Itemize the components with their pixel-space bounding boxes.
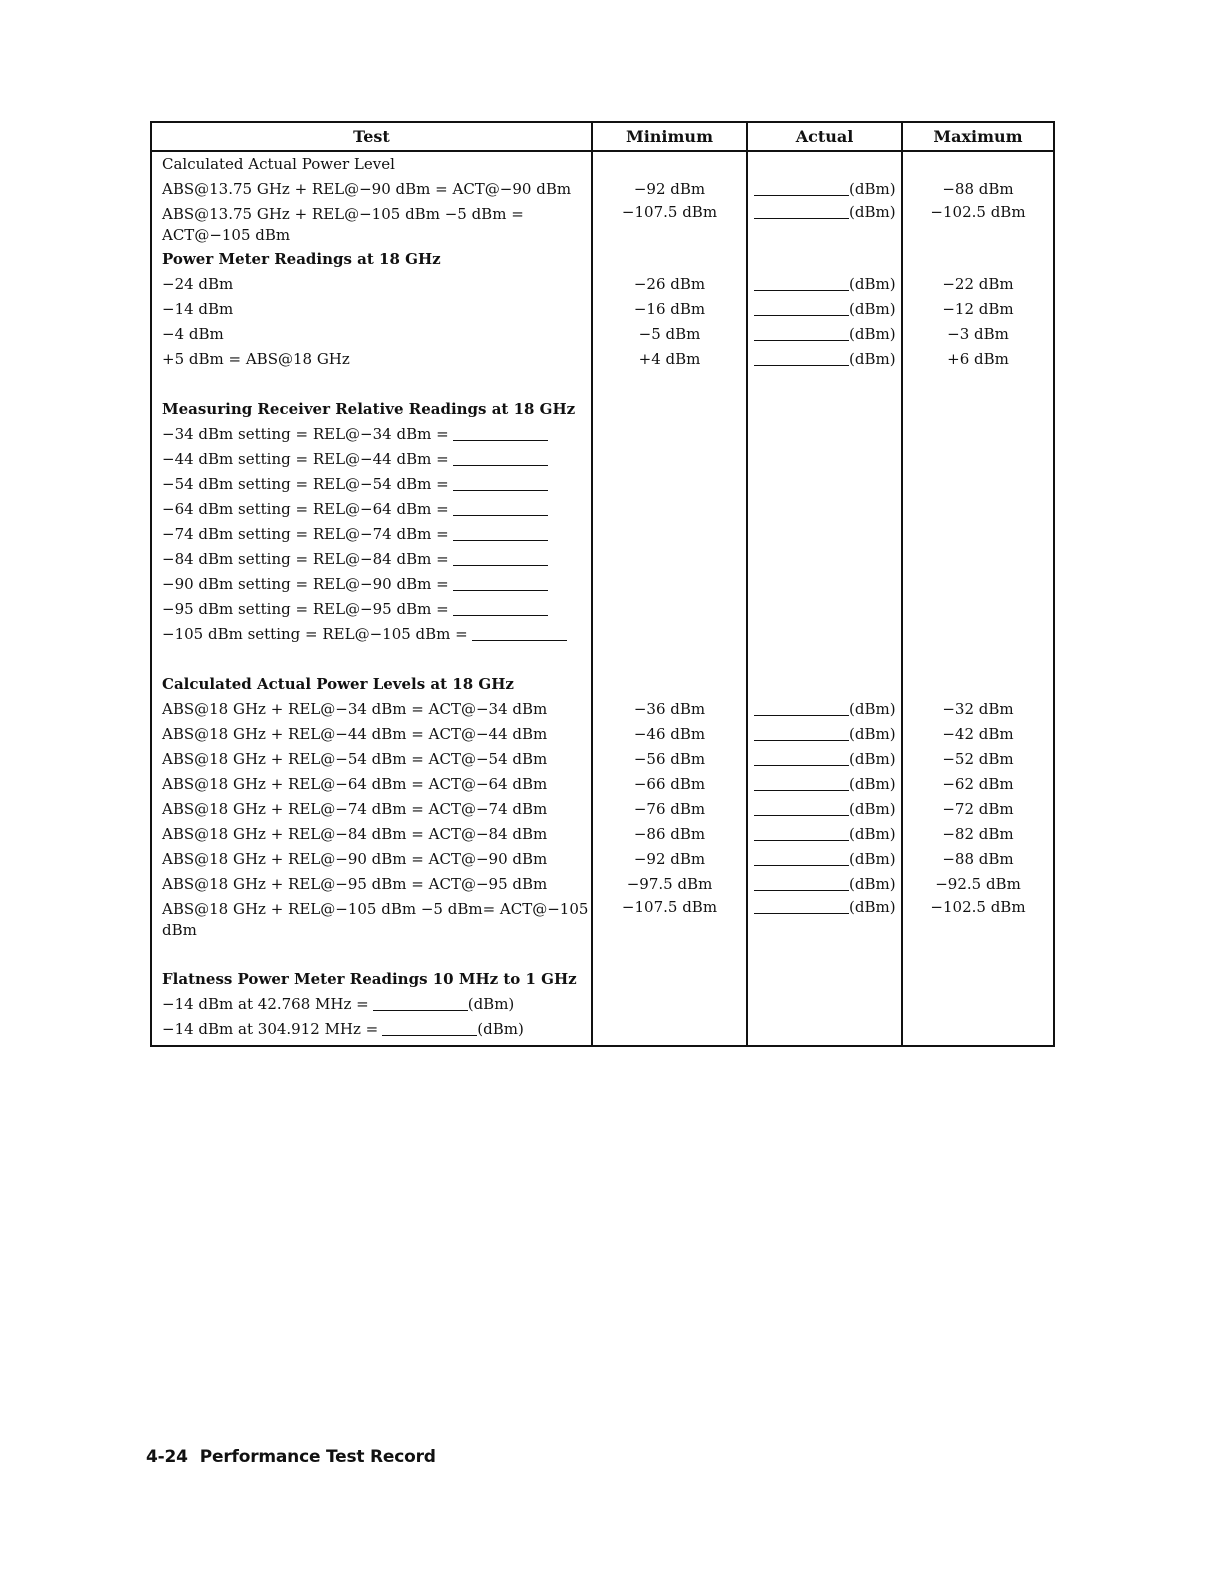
unit-label: (dBm)	[849, 825, 896, 843]
minimum-cell	[593, 992, 746, 1017]
maximum-cell	[903, 447, 1053, 472]
maximum-cell	[903, 272, 1053, 297]
entry-blank[interactable]	[754, 202, 849, 219]
minimum-value: −46 dBm	[633, 725, 706, 743]
actual-cell	[748, 447, 901, 472]
header-actual: Actual	[747, 122, 902, 151]
maximum-value: −102.5 dBm	[930, 898, 1026, 916]
unit-label: (dBm)	[849, 775, 896, 793]
unit-label: (dBm)	[849, 203, 896, 221]
page-footer	[146, 1447, 436, 1467]
maximum-cell	[903, 797, 1053, 822]
test-label: ABS@18 GHz + REL@−34 dBm = ACT@−34 dBm	[162, 700, 548, 718]
maximum-cell	[903, 572, 1053, 597]
entry-blank[interactable]	[453, 499, 548, 516]
minimum-value: −56 dBm	[633, 750, 706, 768]
actual-cell	[748, 597, 901, 622]
test-label: ABS@18 GHz + REL@−54 dBm = ACT@−54 dBm	[162, 750, 548, 768]
test-cell	[152, 522, 591, 547]
test-cell	[152, 177, 591, 202]
maximum-column	[902, 151, 1054, 1046]
entry-blank[interactable]	[754, 849, 849, 866]
maximum-cell	[903, 747, 1053, 772]
test-label: −54 dBm setting = REL@−54 dBm =	[162, 475, 449, 493]
maximum-value: −72 dBm	[942, 800, 1014, 818]
minimum-cell	[593, 722, 746, 747]
minimum-value: −5 dBm	[638, 325, 701, 343]
minimum-cell	[593, 297, 746, 322]
maximum-value: −82 dBm	[942, 825, 1014, 843]
page-number: 4-24	[146, 1447, 188, 1467]
test-label: ABS@18 GHz + REL@−84 dBm = ACT@−84 dBm	[162, 825, 548, 843]
test-cell	[152, 472, 591, 497]
maximum-cell	[903, 497, 1053, 522]
minimum-value: +4 dBm	[638, 350, 701, 368]
test-label: −44 dBm setting = REL@−44 dBm =	[162, 450, 449, 468]
maximum-value: −32 dBm	[942, 700, 1014, 718]
maximum-cell	[903, 177, 1053, 202]
section-heading	[152, 967, 591, 992]
test-label: −14 dBm at 42.768 MHz =	[162, 995, 369, 1013]
test-label: ABS@18 GHz + REL@−44 dBm = ACT@−44 dBm	[162, 725, 548, 743]
maximum-value: +6 dBm	[947, 350, 1009, 368]
test-cell	[152, 747, 591, 772]
actual-cell[interactable]	[748, 697, 901, 722]
minimum-cell	[593, 152, 746, 177]
unit-label: (dBm)	[849, 300, 896, 318]
minimum-cell	[593, 822, 746, 847]
unit-label: (dBm)	[477, 1020, 524, 1038]
actual-cell[interactable]	[748, 202, 901, 247]
test-cell	[152, 872, 591, 897]
maximum-cell	[903, 322, 1053, 347]
minimum-cell	[593, 622, 746, 647]
actual-cell	[748, 422, 901, 447]
test-cell	[152, 772, 591, 797]
minimum-cell	[593, 322, 746, 347]
actual-cell[interactable]	[748, 347, 901, 372]
actual-cell[interactable]	[748, 847, 901, 872]
entry-blank[interactable]	[453, 549, 548, 566]
actual-cell[interactable]	[748, 797, 901, 822]
actual-cell	[748, 472, 901, 497]
minimum-cell	[593, 772, 746, 797]
header-test: Test	[151, 122, 592, 151]
entry-blank[interactable]	[754, 874, 849, 891]
performance-test-record-table	[150, 121, 1055, 1047]
test-cell	[152, 547, 591, 572]
maximum-cell	[903, 397, 1053, 422]
minimum-cell	[593, 942, 746, 967]
minimum-cell	[593, 202, 746, 247]
minimum-cell	[593, 697, 746, 722]
minimum-value: −86 dBm	[633, 825, 706, 843]
test-cell	[152, 1017, 591, 1042]
entry-blank[interactable]	[453, 574, 548, 591]
minimum-cell	[593, 472, 746, 497]
entry-blank[interactable]	[754, 274, 849, 291]
test-cell	[152, 347, 591, 372]
maximum-cell	[903, 772, 1053, 797]
minimum-value: −107.5 dBm	[621, 898, 718, 916]
test-cell	[152, 272, 591, 297]
unit-label: (dBm)	[849, 325, 896, 343]
section-heading	[152, 247, 591, 272]
actual-cell[interactable]	[748, 897, 901, 942]
test-label: −105 dBm setting = REL@−105 dBm =	[162, 625, 468, 643]
test-cell	[152, 572, 591, 597]
test-label: ABS@13.75 GHz + REL@−90 dBm = ACT@−90 dBm	[162, 180, 572, 198]
test-cell	[152, 152, 591, 177]
maximum-cell	[903, 522, 1053, 547]
test-label: Calculated Actual Power Level	[162, 155, 395, 173]
actual-cell	[748, 1017, 901, 1042]
maximum-cell	[903, 622, 1053, 647]
test-cell	[152, 722, 591, 747]
maximum-value: −92.5 dBm	[935, 875, 1021, 893]
actual-cell	[748, 647, 901, 672]
test-label: Calculated Actual Power Levels at 18 GHz	[162, 675, 514, 693]
entry-blank[interactable]	[453, 599, 548, 616]
maximum-cell	[903, 247, 1053, 272]
actual-cell[interactable]	[748, 177, 901, 202]
test-cell	[152, 942, 591, 967]
table-header-row	[151, 122, 1054, 151]
maximum-cell	[903, 597, 1053, 622]
minimum-cell	[593, 672, 746, 697]
test-cell	[152, 822, 591, 847]
test-label: −64 dBm setting = REL@−64 dBm =	[162, 500, 449, 518]
test-label: ABS@18 GHz + REL@−74 dBm = ACT@−74 dBm	[162, 800, 548, 818]
maximum-cell	[903, 722, 1053, 747]
test-label: ABS@13.75 GHz + REL@−105 dBm −5 dBm = ACT@−105 dBm	[162, 205, 524, 244]
actual-cell[interactable]	[748, 272, 901, 297]
maximum-cell	[903, 697, 1053, 722]
minimum-cell	[593, 897, 746, 942]
entry-blank[interactable]	[754, 179, 849, 196]
test-label: −74 dBm setting = REL@−74 dBm =	[162, 525, 449, 543]
unit-label: (dBm)	[849, 350, 896, 368]
entry-blank[interactable]	[754, 749, 849, 766]
actual-cell	[748, 942, 901, 967]
minimum-cell	[593, 847, 746, 872]
maximum-cell	[903, 847, 1053, 872]
unit-label: (dBm)	[849, 275, 896, 293]
unit-label: (dBm)	[467, 995, 515, 1013]
section-title: Performance Test Record	[199, 1447, 436, 1467]
actual-cell[interactable]	[748, 772, 901, 797]
maximum-cell	[903, 942, 1053, 967]
test-cell	[152, 647, 591, 672]
test-label: ABS@18 GHz + REL@−64 dBm = ACT@−64 dBm	[162, 775, 548, 793]
maximum-cell	[903, 647, 1053, 672]
minimum-cell	[593, 497, 746, 522]
actual-cell	[748, 572, 901, 597]
test-cell	[152, 597, 591, 622]
test-cell	[152, 622, 591, 647]
unit-label: (dBm)	[849, 875, 896, 893]
test-label: Flatness Power Meter Readings 10 MHz to 1 GHz	[162, 970, 577, 988]
maximum-cell	[903, 992, 1053, 1017]
actual-cell	[748, 152, 901, 177]
maximum-cell	[903, 297, 1053, 322]
test-label: −14 dBm at 304.912 MHz =	[162, 1020, 379, 1038]
test-label: −14 dBm	[162, 300, 234, 318]
maximum-cell	[903, 152, 1053, 177]
maximum-cell	[903, 372, 1053, 397]
minimum-cell	[593, 272, 746, 297]
minimum-value: −26 dBm	[633, 275, 706, 293]
test-cell	[152, 447, 591, 472]
actual-cell	[748, 967, 901, 992]
minimum-value: −66 dBm	[633, 775, 706, 793]
maximum-cell	[903, 1017, 1053, 1042]
minimum-value: −36 dBm	[633, 700, 706, 718]
table-body-row	[151, 151, 1054, 1046]
test-column	[151, 151, 592, 1046]
test-label: −90 dBm setting = REL@−90 dBm =	[162, 575, 449, 593]
actual-cell	[748, 622, 901, 647]
test-cell	[152, 992, 591, 1017]
test-label: −24 dBm	[162, 275, 234, 293]
minimum-cell	[593, 572, 746, 597]
minimum-cell	[593, 347, 746, 372]
test-label: ABS@18 GHz + REL@−90 dBm = ACT@−90 dBm	[162, 850, 548, 868]
minimum-cell	[593, 372, 746, 397]
test-label: ABS@18 GHz + REL@−95 dBm = ACT@−95 dBm	[162, 875, 548, 893]
actual-cell	[748, 992, 901, 1017]
entry-blank[interactable]	[754, 299, 849, 316]
entry-blank[interactable]	[754, 774, 849, 791]
header-maximum: Maximum	[902, 122, 1054, 151]
minimum-cell	[593, 597, 746, 622]
test-label: Measuring Receiver Relative Readings at 18 GHz	[162, 400, 576, 418]
test-cell	[152, 322, 591, 347]
entry-blank[interactable]	[754, 897, 849, 914]
unit-label: (dBm)	[849, 850, 896, 868]
maximum-value: −52 dBm	[942, 750, 1014, 768]
minimum-cell	[593, 967, 746, 992]
maximum-cell	[903, 967, 1053, 992]
actual-cell[interactable]	[748, 322, 901, 347]
minimum-cell	[593, 647, 746, 672]
actual-cell	[748, 372, 901, 397]
maximum-cell	[903, 822, 1053, 847]
actual-cell	[748, 672, 901, 697]
entry-blank[interactable]	[373, 994, 468, 1011]
test-cell	[152, 797, 591, 822]
maximum-value: −42 dBm	[942, 725, 1014, 743]
test-label: −4 dBm	[162, 325, 224, 343]
entry-blank[interactable]	[754, 724, 849, 741]
actual-cell[interactable]	[748, 872, 901, 897]
entry-blank[interactable]	[453, 474, 548, 491]
unit-label: (dBm)	[849, 700, 896, 718]
test-cell	[152, 497, 591, 522]
minimum-cell	[593, 177, 746, 202]
maximum-value: −88 dBm	[942, 180, 1014, 198]
unit-label: (dBm)	[849, 725, 896, 743]
entry-blank[interactable]	[754, 824, 849, 841]
maximum-cell	[903, 422, 1053, 447]
test-label: Power Meter Readings at 18 GHz	[162, 250, 441, 268]
entry-blank[interactable]	[754, 324, 849, 341]
actual-cell	[748, 397, 901, 422]
maximum-cell	[903, 872, 1053, 897]
maximum-cell	[903, 472, 1053, 497]
minimum-value: −92 dBm	[633, 180, 706, 198]
actual-cell[interactable]	[748, 722, 901, 747]
unit-label: (dBm)	[849, 800, 896, 818]
minimum-cell	[593, 547, 746, 572]
section-heading	[152, 672, 591, 697]
entry-blank[interactable]	[754, 699, 849, 716]
test-cell	[152, 297, 591, 322]
actual-cell	[748, 522, 901, 547]
maximum-value: −3 dBm	[947, 325, 1009, 343]
maximum-cell	[903, 672, 1053, 697]
minimum-cell	[593, 1017, 746, 1042]
actual-cell	[748, 497, 901, 522]
minimum-cell	[593, 447, 746, 472]
minimum-cell	[593, 747, 746, 772]
actual-cell	[748, 547, 901, 572]
entry-blank[interactable]	[754, 349, 849, 366]
minimum-cell	[593, 247, 746, 272]
maximum-cell	[903, 547, 1053, 572]
actual-column	[747, 151, 902, 1046]
test-cell	[152, 697, 591, 722]
actual-cell[interactable]	[748, 297, 901, 322]
test-cell	[152, 847, 591, 872]
test-label: −95 dBm setting = REL@−95 dBm =	[162, 600, 449, 618]
minimum-value: −97.5 dBm	[626, 875, 713, 893]
minimum-cell	[593, 422, 746, 447]
unit-label: (dBm)	[849, 180, 896, 198]
entry-blank[interactable]	[453, 449, 548, 466]
entry-blank[interactable]	[472, 624, 567, 641]
minimum-cell	[593, 797, 746, 822]
test-label: +5 dBm = ABS@18 GHz	[162, 350, 350, 368]
test-cell	[152, 422, 591, 447]
maximum-value: −62 dBm	[942, 775, 1014, 793]
unit-label: (dBm)	[849, 898, 896, 916]
maximum-value: −102.5 dBm	[930, 203, 1026, 221]
unit-label: (dBm)	[849, 750, 896, 768]
section-heading	[152, 397, 591, 422]
test-cell	[152, 202, 591, 247]
minimum-column	[592, 151, 747, 1046]
maximum-value: −12 dBm	[942, 300, 1014, 318]
test-label: ABS@18 GHz + REL@−105 dBm −5 dBm= ACT@−105 dBm	[162, 900, 589, 939]
minimum-value: −107.5 dBm	[621, 203, 718, 221]
maximum-cell	[903, 202, 1053, 247]
header-minimum: Minimum	[592, 122, 747, 151]
maximum-cell	[903, 897, 1053, 942]
test-cell	[152, 897, 591, 942]
maximum-value: −22 dBm	[942, 275, 1014, 293]
test-cell	[152, 372, 591, 397]
minimum-value: −92 dBm	[633, 850, 706, 868]
minimum-value: −16 dBm	[633, 300, 706, 318]
entry-blank[interactable]	[754, 799, 849, 816]
test-label: −34 dBm setting = REL@−34 dBm =	[162, 425, 449, 443]
minimum-cell	[593, 872, 746, 897]
minimum-cell	[593, 522, 746, 547]
minimum-value: −76 dBm	[633, 800, 706, 818]
test-label: −84 dBm setting = REL@−84 dBm =	[162, 550, 449, 568]
entry-blank[interactable]	[382, 1019, 477, 1036]
maximum-cell	[903, 347, 1053, 372]
minimum-cell	[593, 397, 746, 422]
actual-cell	[748, 247, 901, 272]
actual-cell[interactable]	[748, 822, 901, 847]
maximum-value: −88 dBm	[942, 850, 1014, 868]
entry-blank[interactable]	[453, 524, 548, 541]
entry-blank[interactable]	[453, 424, 548, 441]
actual-cell[interactable]	[748, 747, 901, 772]
